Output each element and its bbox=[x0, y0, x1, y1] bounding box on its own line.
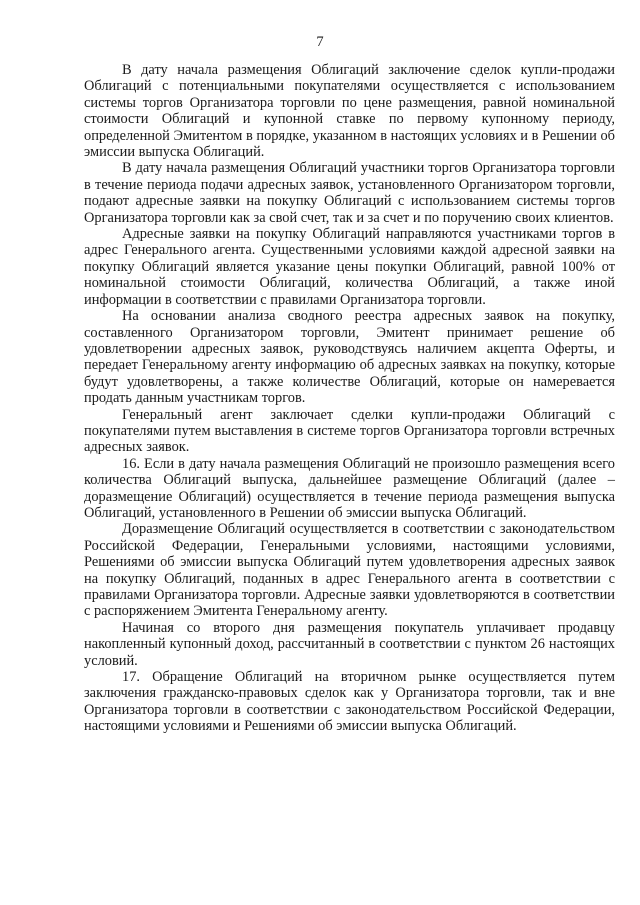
paragraph: На основании анализа сводного реестра адресных заявок на покупку, составленного Организатором торговли, Эмитент принимает решение об удовлетворении адресных заявок, руководствуясь наличием акцепта Оферты, и передает Генеральному агенту информацию об адресных заявках на покупку, которые будут удовлетворены, а также количестве Облигаций, которые он намеревается продать данным участникам торгов. bbox=[84, 308, 615, 407]
paragraph-clause-17: 17. Обращение Облигаций на вторичном рынке осуществляется путем заключения гражданско-правовых сделок как у Организатора торговли, так и вне Организатора торговли в соответствии с законодательством Российской Федерации, настоящими условиями и Решениями об эмиссии выпуска Облигаций. bbox=[84, 669, 615, 735]
page-number: 7 bbox=[316, 34, 324, 50]
paragraph: Адресные заявки на покупку Облигаций направляются участниками торгов в адрес Генерального агента. Существенными условиями каждой адресной заявки на покупку Облигаций является указание цены покупки Облигаций, равной 100% от номинальной стоимости Облигаций, количества Облигаций, а также иной информации в соответствии с правилами Организатора торговли. bbox=[84, 226, 615, 308]
paragraph: В дату начала размещения Облигаций заключение сделок купли-продажи Облигаций с потенциальными покупателями осуществляется с использованием системы торгов Организатора торговли по цене размещения, равной номинальной стоимости Облигаций и купонной ставке по первому купонному периоду, определенной Эмитентом в порядке, указанном в настоящих условиях и в Решении об эмиссии выпуска Облигаций. bbox=[84, 62, 615, 161]
paragraph: Доразмещение Облигаций осуществляется в соответствии с законодательством Российской Федерации, Генеральными условиями, настоящими условиями, Решениями об эмиссии выпуска Облигаций путем удовлетворения адресных заявок на покупку Облигаций, поданных в адрес Генерального агента в соответствии с правилами Организатора торговли. Адресные заявки удовлетворяются в соответствии с распоряжением Эмитента Генеральному агенту. bbox=[84, 521, 615, 620]
document-body bbox=[84, 62, 615, 735]
paragraph-clause-16: 16. Если в дату начала размещения Облигаций не произошло размещения всего количества Облигаций выпуска, дальнейшее размещение Облигаций (далее – доразмещение Облигаций) осуществляется в течение периода размещения выпуска Облигаций, установленного в Решении об эмиссии выпуска Облигаций. bbox=[84, 455, 615, 521]
paragraph: В дату начала размещения Облигаций участники торгов Организатора торговли в течение периода подачи адресных заявок, установленного Организатором торговли, подают адресные заявки на покупку Облигаций с использованием системы торгов Организатора торговли как за свой счет, так и за счет и по поручению своих клиентов. bbox=[84, 160, 615, 226]
paragraph: Генеральный агент заключает сделки купли-продажи Облигаций с покупателями путем выставления в системе торгов Организатора торговли встречных адресных заявок. bbox=[84, 406, 615, 456]
paragraph: Начиная со второго дня размещения покупатель уплачивает продавцу накопленный купонный доход, рассчитанный в соответствии с пунктом 26 настоящих условий. bbox=[84, 619, 615, 669]
